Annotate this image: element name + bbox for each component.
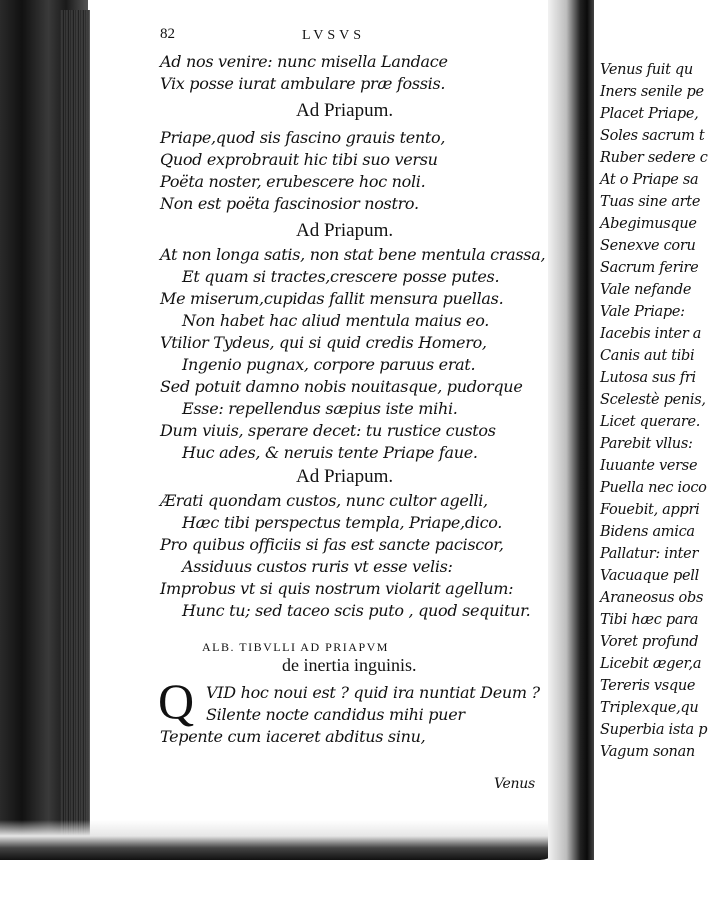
text-line: Iacebis inter a [600, 326, 702, 342]
text-line: Tereris vsque [600, 678, 696, 694]
text-line: Hunc tu; sed taceo scis puto , quod sequitur. [182, 601, 531, 620]
text-line: Lutosa sus fri [600, 370, 696, 386]
poem-title: Ad Priapum. [296, 466, 394, 487]
text-line: Hæc tibi perspectus templa, Priape,dico. [182, 513, 503, 532]
text-line: Soles sacrum t [600, 128, 705, 144]
section-title: ALB. TIBVLLI AD PRIAPVM [202, 640, 389, 654]
text-line: Vacuaque pell [600, 568, 699, 584]
text-line: Dum viuis, sperare decet: tu rustice custos [160, 421, 496, 440]
text-line: Fouebit, appri [600, 502, 700, 518]
text-line: Scelestè penis, [600, 392, 706, 408]
text-line: Puella nec ioco [600, 480, 707, 496]
text-line: VID hoc noui est ? quid ira nuntiat Deum ? [206, 683, 540, 702]
text-line: At o Priape sa [600, 172, 699, 188]
text-line: Iners senile pe [600, 84, 704, 100]
text-line: Quod exprobrauit hic tibi suo versu [160, 150, 438, 169]
text-line: Me miserum,cupidas fallit mensura puellas. [160, 289, 504, 308]
running-head: LVSVS [302, 28, 366, 43]
poem-title: Ad Priapum. [296, 100, 394, 121]
text-line: Canis aut tibi [600, 348, 695, 364]
text-line: Superbia ista p [600, 722, 708, 738]
text-line: At non longa satis, non stat bene mentula crassa, [160, 245, 546, 264]
text-line: Placet Priape, [600, 106, 699, 122]
right-page [594, 0, 708, 860]
text-line: Vtilior Tydeus, qui si quid credis Homero, [160, 333, 487, 352]
text-line: Vale Priape: [600, 304, 685, 320]
text-line: Non habet hac aliud mentula maius eo. [182, 311, 490, 330]
text-line: Parebit vllus: [600, 436, 693, 452]
text-line: Ad nos venire: nunc misella Landace [160, 52, 448, 71]
section-subtitle: de inertia inguinis. [282, 655, 417, 675]
page-edges [60, 10, 90, 850]
text-line: Sacrum ferire [600, 260, 699, 276]
text-line: Poëta noster, erubescere hoc noli. [160, 172, 426, 191]
text-line: Tuas sine arte [600, 194, 701, 210]
text-line: Esse: repellendus sæpius iste mihi. [182, 399, 458, 418]
text-line: Licebit æger,a [600, 656, 702, 672]
text-line: Pallatur: inter [600, 546, 699, 562]
text-line: Sed potuit damno nobis nouitasque, pudorque [160, 377, 523, 396]
text-line: Ruber sedere c [600, 150, 708, 166]
page-number: 82 [160, 26, 175, 42]
text-line: Priape,quod sis fascino grauis tento, [160, 128, 446, 147]
text-line: Venus fuit qu [600, 62, 693, 78]
text-line: Senexve coru [600, 238, 696, 254]
text-line: Huc ades, & neruis tente Priape faue. [182, 443, 478, 462]
text-line: Silente nocte candidus mihi puer [206, 705, 465, 724]
text-line: Vix posse iurat ambulare præ fossis. [160, 74, 446, 93]
drop-cap: Q [158, 673, 195, 729]
text-line: Iuuante verse [600, 458, 698, 474]
text-line: Araneosus obs [600, 590, 704, 606]
text-line: Ærati quondam custos, nunc cultor agelli, [160, 491, 488, 510]
text-line: Vale nefande [600, 282, 692, 298]
text-line: Et quam si tractes,crescere posse putes. [182, 267, 500, 286]
text-line: Abegimusque [600, 216, 697, 232]
text-line: Vagum sonan [600, 744, 695, 760]
page-gutter [548, 0, 594, 860]
text-line: Triplexque,qu [600, 700, 699, 716]
text-line: Tepente cum iaceret abditus sinu, [160, 727, 426, 746]
text-line: Bidens amica [600, 524, 695, 540]
poem-title: Ad Priapum. [296, 220, 394, 241]
text-line: Non est poëta fascinosior nostro. [160, 194, 419, 213]
text-line: Voret profund [600, 634, 699, 650]
text-line: Assiduus custos ruris vt esse velis: [182, 557, 453, 576]
left-page [90, 0, 548, 830]
text-line: Ingenio pugnax, corpore paruus erat. [182, 355, 476, 374]
text-line: Pro quibus officiis si fas est sancte paciscor, [160, 535, 504, 554]
text-line: Improbus vt si quis nostrum violarit agellum: [160, 579, 514, 598]
catchword: Venus [494, 776, 535, 792]
text-line: Licet querare. [600, 414, 701, 430]
text-line: Tibi hæc para [600, 612, 699, 628]
